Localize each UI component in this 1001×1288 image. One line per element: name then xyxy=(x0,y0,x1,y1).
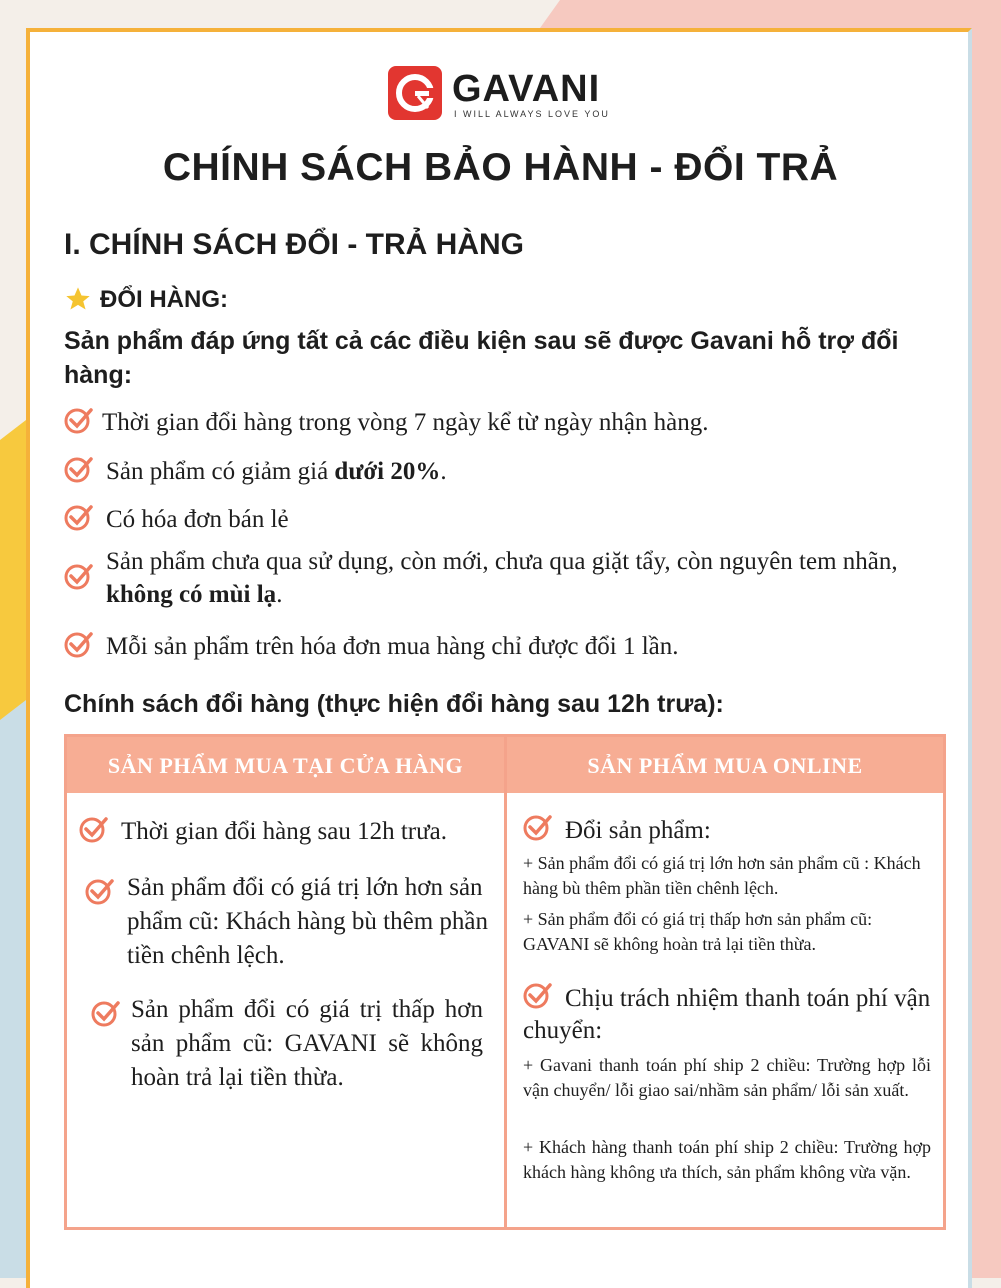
brand-logo xyxy=(388,66,618,124)
column-header-store: SẢN PHẨM MUA TẠI CỬA HÀNG xyxy=(107,753,464,778)
criteria-text: Thời gian đổi hàng trong vòng 7 ngày kể từ ngày nhận hàng. xyxy=(102,409,709,436)
criteria-item xyxy=(106,630,966,663)
online-line: + Khách hàng thanh toán phí ship 2 chiều: Trường hợp khách hàng không ưa thích, sản phẩm không vừa vặn. xyxy=(523,1137,931,1182)
column-header-online: SẢN PHẨM MUA ONLINE xyxy=(587,753,863,778)
star-icon xyxy=(64,285,92,313)
criteria-tail: . xyxy=(276,581,283,608)
criteria-text: Mỗi sản phẩm trên hóa đơn mua hàng chỉ được đổi 1 lần. xyxy=(106,633,679,660)
check-icon xyxy=(64,503,94,531)
exchange-subheading: ĐỔI HÀNG: xyxy=(100,286,228,313)
criteria-item xyxy=(106,455,966,488)
check-icon xyxy=(64,406,94,434)
section-heading: I. CHÍNH SÁCH ĐỔI - TRẢ HÀNG xyxy=(64,228,524,261)
check-icon xyxy=(85,877,115,905)
check-icon xyxy=(523,813,553,841)
store-item: Sản phẩm đổi có giá trị lớn hơn sản phẩm cũ: Khách hàng bù thêm phần tiền chênh lệch. xyxy=(127,874,489,969)
criteria-item xyxy=(106,503,966,536)
store-item: Thời gian đổi hàng sau 12h trưa. xyxy=(121,818,448,845)
exchange-intro: Sản phẩm đáp ứng tất cả các điều kiện sau sẽ được Gavani hỗ trợ đổi hàng: xyxy=(64,327,899,389)
check-icon xyxy=(64,455,94,483)
exchange-policy-table xyxy=(64,734,946,1230)
online-line: + Sản phẩm đổi có giá trị lớn hơn sản phẩm cũ : Khách hàng bù thêm phần tiền chênh lệch. xyxy=(523,853,921,898)
criteria-item xyxy=(106,545,956,611)
online-group-title: Đổi sản phẩm: xyxy=(565,817,711,844)
check-icon xyxy=(79,815,109,843)
criteria-item xyxy=(102,406,962,439)
online-group-title: Chịu trách nhiệm thanh toán phí vận chuyển: xyxy=(523,985,931,1044)
brand-tagline: I WILL ALWAYS LOVE YOU xyxy=(454,109,610,119)
criteria-text: Sản phẩm có giảm giá xyxy=(106,458,335,485)
check-icon xyxy=(64,630,94,658)
page-title: CHÍNH SÁCH BẢO HÀNH - ĐỔI TRẢ xyxy=(162,146,839,189)
policy-heading: Chính sách đổi hàng (thực hiện đổi hàng sau 12h trưa): xyxy=(64,690,724,718)
criteria-text: Sản phẩm chưa qua sử dụng, còn mới, chưa qua giặt tẩy, còn nguyên tem nhãn, xyxy=(106,548,898,575)
brand-name: GAVANI xyxy=(452,68,601,110)
online-line: + Gavani thanh toán phí ship 2 chiều: Trường hợp lỗi vận chuyển/ lỗi giao sai/nhầm sản phẩm/ lỗi sản xuất. xyxy=(523,1055,931,1100)
check-icon xyxy=(91,999,121,1027)
criteria-text: Có hóa đơn bán lẻ xyxy=(106,506,289,533)
criteria-tail: . xyxy=(440,458,447,485)
check-icon xyxy=(64,562,94,590)
criteria-bold: dưới 20% xyxy=(334,458,441,485)
online-line: + Sản phẩm đổi có giá trị thấp hơn sản phẩm cũ: GAVANI sẽ không hoàn trả lại tiền thừa. xyxy=(523,909,873,954)
store-item: Sản phẩm đổi có giá trị thấp hơn sản phẩm cũ: GAVANI sẽ không hoàn trả lại tiền thừa. xyxy=(131,996,483,1091)
criteria-bold: không có mùi lạ xyxy=(106,581,277,608)
table-divider xyxy=(504,737,507,1227)
logo-mark-icon xyxy=(388,66,442,120)
